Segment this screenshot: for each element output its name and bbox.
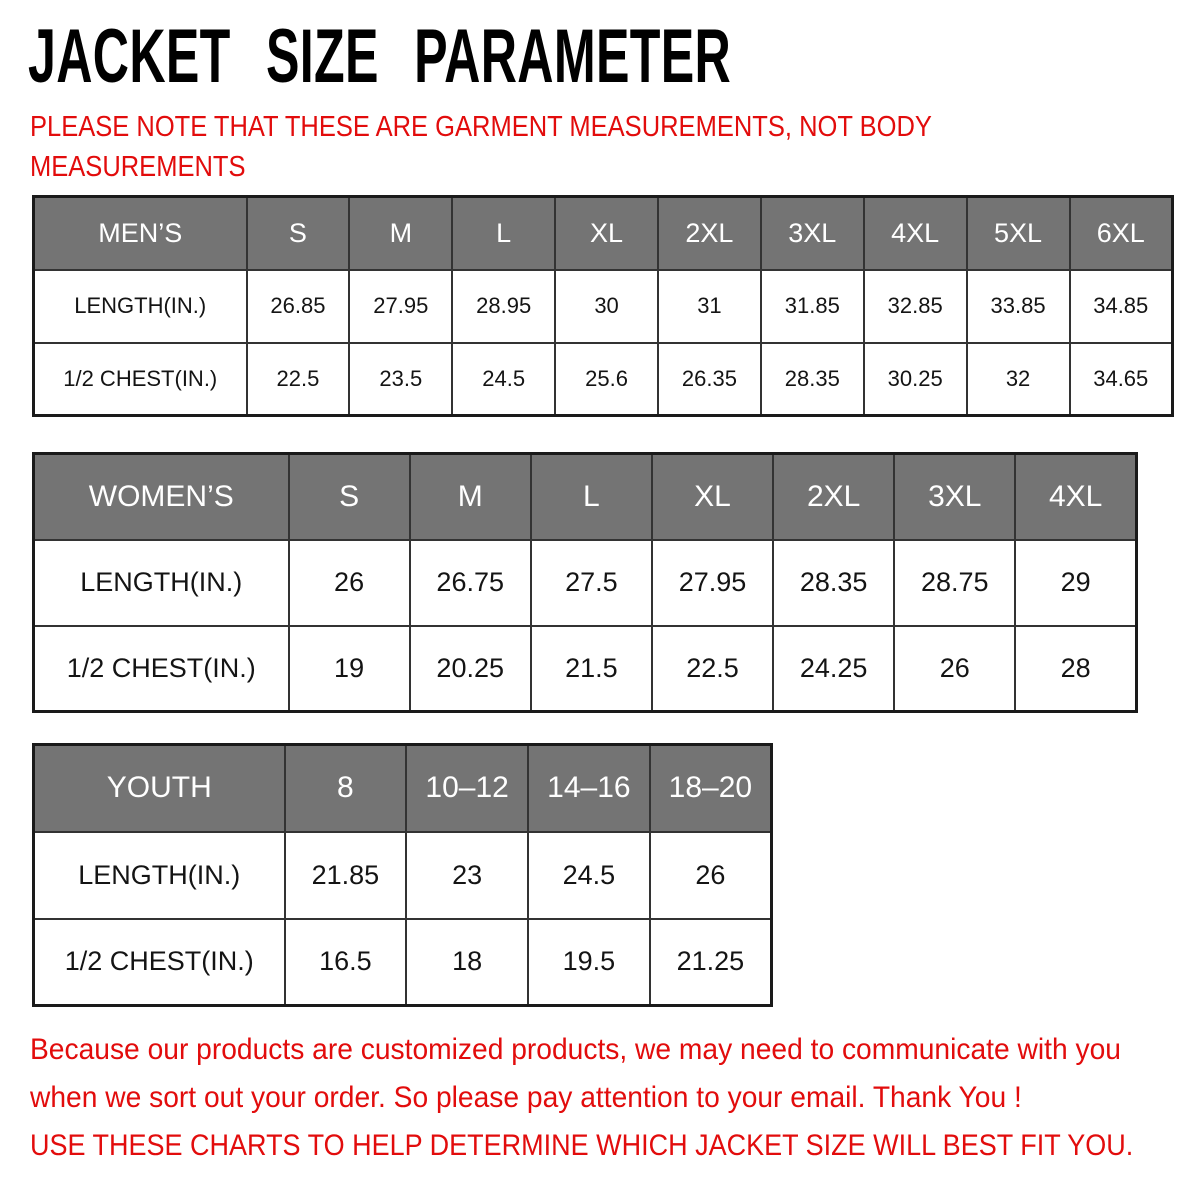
table-title-cell: YOUTH xyxy=(34,745,285,832)
mens-size-table xyxy=(32,195,1174,417)
size-header-cell: 2XL xyxy=(773,454,894,540)
value-cell: 26.85 xyxy=(247,270,350,343)
value-cell: 26 xyxy=(650,832,772,919)
customization-notice xyxy=(30,1026,1121,1122)
value-cell: 31.85 xyxy=(761,270,864,343)
womens-size-table xyxy=(32,452,1138,713)
value-cell: 34.65 xyxy=(1070,343,1173,416)
youth-size-table xyxy=(32,743,773,1007)
value-cell: 21.85 xyxy=(285,832,407,919)
row-label-cell: LENGTH(IN.) xyxy=(34,832,285,919)
size-header-cell: XL xyxy=(652,454,773,540)
value-cell: 22.5 xyxy=(247,343,350,416)
size-header-cell: 14–16 xyxy=(528,745,650,832)
value-cell: 33.85 xyxy=(967,270,1070,343)
row-label-cell: LENGTH(IN.) xyxy=(34,270,247,343)
row-label-cell: 1/2 CHEST(IN.) xyxy=(34,626,289,712)
value-cell: 20.25 xyxy=(410,626,531,712)
size-header-cell: 2XL xyxy=(658,197,761,270)
value-cell: 24.5 xyxy=(452,343,555,416)
size-header-cell: L xyxy=(531,454,652,540)
value-cell: 26 xyxy=(894,626,1015,712)
measurement-row xyxy=(34,343,1173,416)
value-cell: 34.85 xyxy=(1070,270,1173,343)
table-title-cell: MEN’S xyxy=(34,197,247,270)
garment-measurement-note xyxy=(30,107,932,187)
value-cell: 30 xyxy=(555,270,658,343)
value-cell: 27.5 xyxy=(531,540,652,626)
page-title: JACKET SIZE PARAMETER xyxy=(28,14,732,99)
value-cell: 22.5 xyxy=(652,626,773,712)
value-cell: 21.5 xyxy=(531,626,652,712)
value-cell: 27.95 xyxy=(349,270,452,343)
size-header-cell: 3XL xyxy=(894,454,1015,540)
size-header-cell: 8 xyxy=(285,745,407,832)
value-cell: 27.95 xyxy=(652,540,773,626)
size-header-cell: S xyxy=(289,454,410,540)
size-header-row xyxy=(34,197,1173,270)
size-header-cell: 3XL xyxy=(761,197,864,270)
value-cell: 32.85 xyxy=(864,270,967,343)
value-cell: 28 xyxy=(1015,626,1136,712)
value-cell: 25.6 xyxy=(555,343,658,416)
size-header-cell: XL xyxy=(555,197,658,270)
size-header-cell: 5XL xyxy=(967,197,1070,270)
size-header-cell: 18–20 xyxy=(650,745,772,832)
value-cell: 19.5 xyxy=(528,919,650,1006)
size-header-cell: M xyxy=(349,197,452,270)
value-cell: 30.25 xyxy=(864,343,967,416)
value-cell: 32 xyxy=(967,343,1070,416)
size-header-cell: 10–12 xyxy=(406,745,528,832)
row-label-cell: 1/2 CHEST(IN.) xyxy=(34,343,247,416)
row-label-cell: 1/2 CHEST(IN.) xyxy=(34,919,285,1006)
value-cell: 28.95 xyxy=(452,270,555,343)
note-line-2: MEASUREMENTS xyxy=(30,151,246,183)
value-cell: 24.25 xyxy=(773,626,894,712)
value-cell: 18 xyxy=(406,919,528,1006)
size-header-cell: L xyxy=(452,197,555,270)
value-cell: 28.75 xyxy=(894,540,1015,626)
measurement-row xyxy=(34,919,772,1006)
value-cell: 28.35 xyxy=(773,540,894,626)
measurement-row xyxy=(34,626,1137,712)
size-header-cell: 4XL xyxy=(1015,454,1136,540)
value-cell: 23.5 xyxy=(349,343,452,416)
value-cell: 28.35 xyxy=(761,343,864,416)
value-cell: 26.35 xyxy=(658,343,761,416)
measurement-row xyxy=(34,832,772,919)
note-line-1: PLEASE NOTE THAT THESE ARE GARMENT MEASUREMENTS, NOT BODY xyxy=(30,111,932,143)
value-cell: 26.75 xyxy=(410,540,531,626)
size-header-row xyxy=(34,454,1137,540)
size-header-row xyxy=(34,745,772,832)
table-title-cell: WOMEN’S xyxy=(34,454,289,540)
measurement-row xyxy=(34,540,1137,626)
row-label-cell: LENGTH(IN.) xyxy=(34,540,289,626)
value-cell: 26 xyxy=(289,540,410,626)
fit-advice-text: USE THESE CHARTS TO HELP DETERMINE WHICH JACKET SIZE WILL BEST FIT YOU. xyxy=(30,1129,1134,1162)
value-cell: 19 xyxy=(289,626,410,712)
size-header-cell: 4XL xyxy=(864,197,967,270)
value-cell: 29 xyxy=(1015,540,1136,626)
customization-notice-line-1: Because our products are customized products, we may need to communicate with you xyxy=(30,1033,1121,1066)
value-cell: 21.25 xyxy=(650,919,772,1006)
size-header-cell: S xyxy=(247,197,350,270)
size-header-cell: 6XL xyxy=(1070,197,1173,270)
measurement-row xyxy=(34,270,1173,343)
value-cell: 23 xyxy=(406,832,528,919)
customization-notice-line-2: when we sort out your order. So please pay attention to your email. Thank You ! xyxy=(30,1081,1022,1114)
value-cell: 24.5 xyxy=(528,832,650,919)
value-cell: 16.5 xyxy=(285,919,407,1006)
size-header-cell: M xyxy=(410,454,531,540)
value-cell: 31 xyxy=(658,270,761,343)
